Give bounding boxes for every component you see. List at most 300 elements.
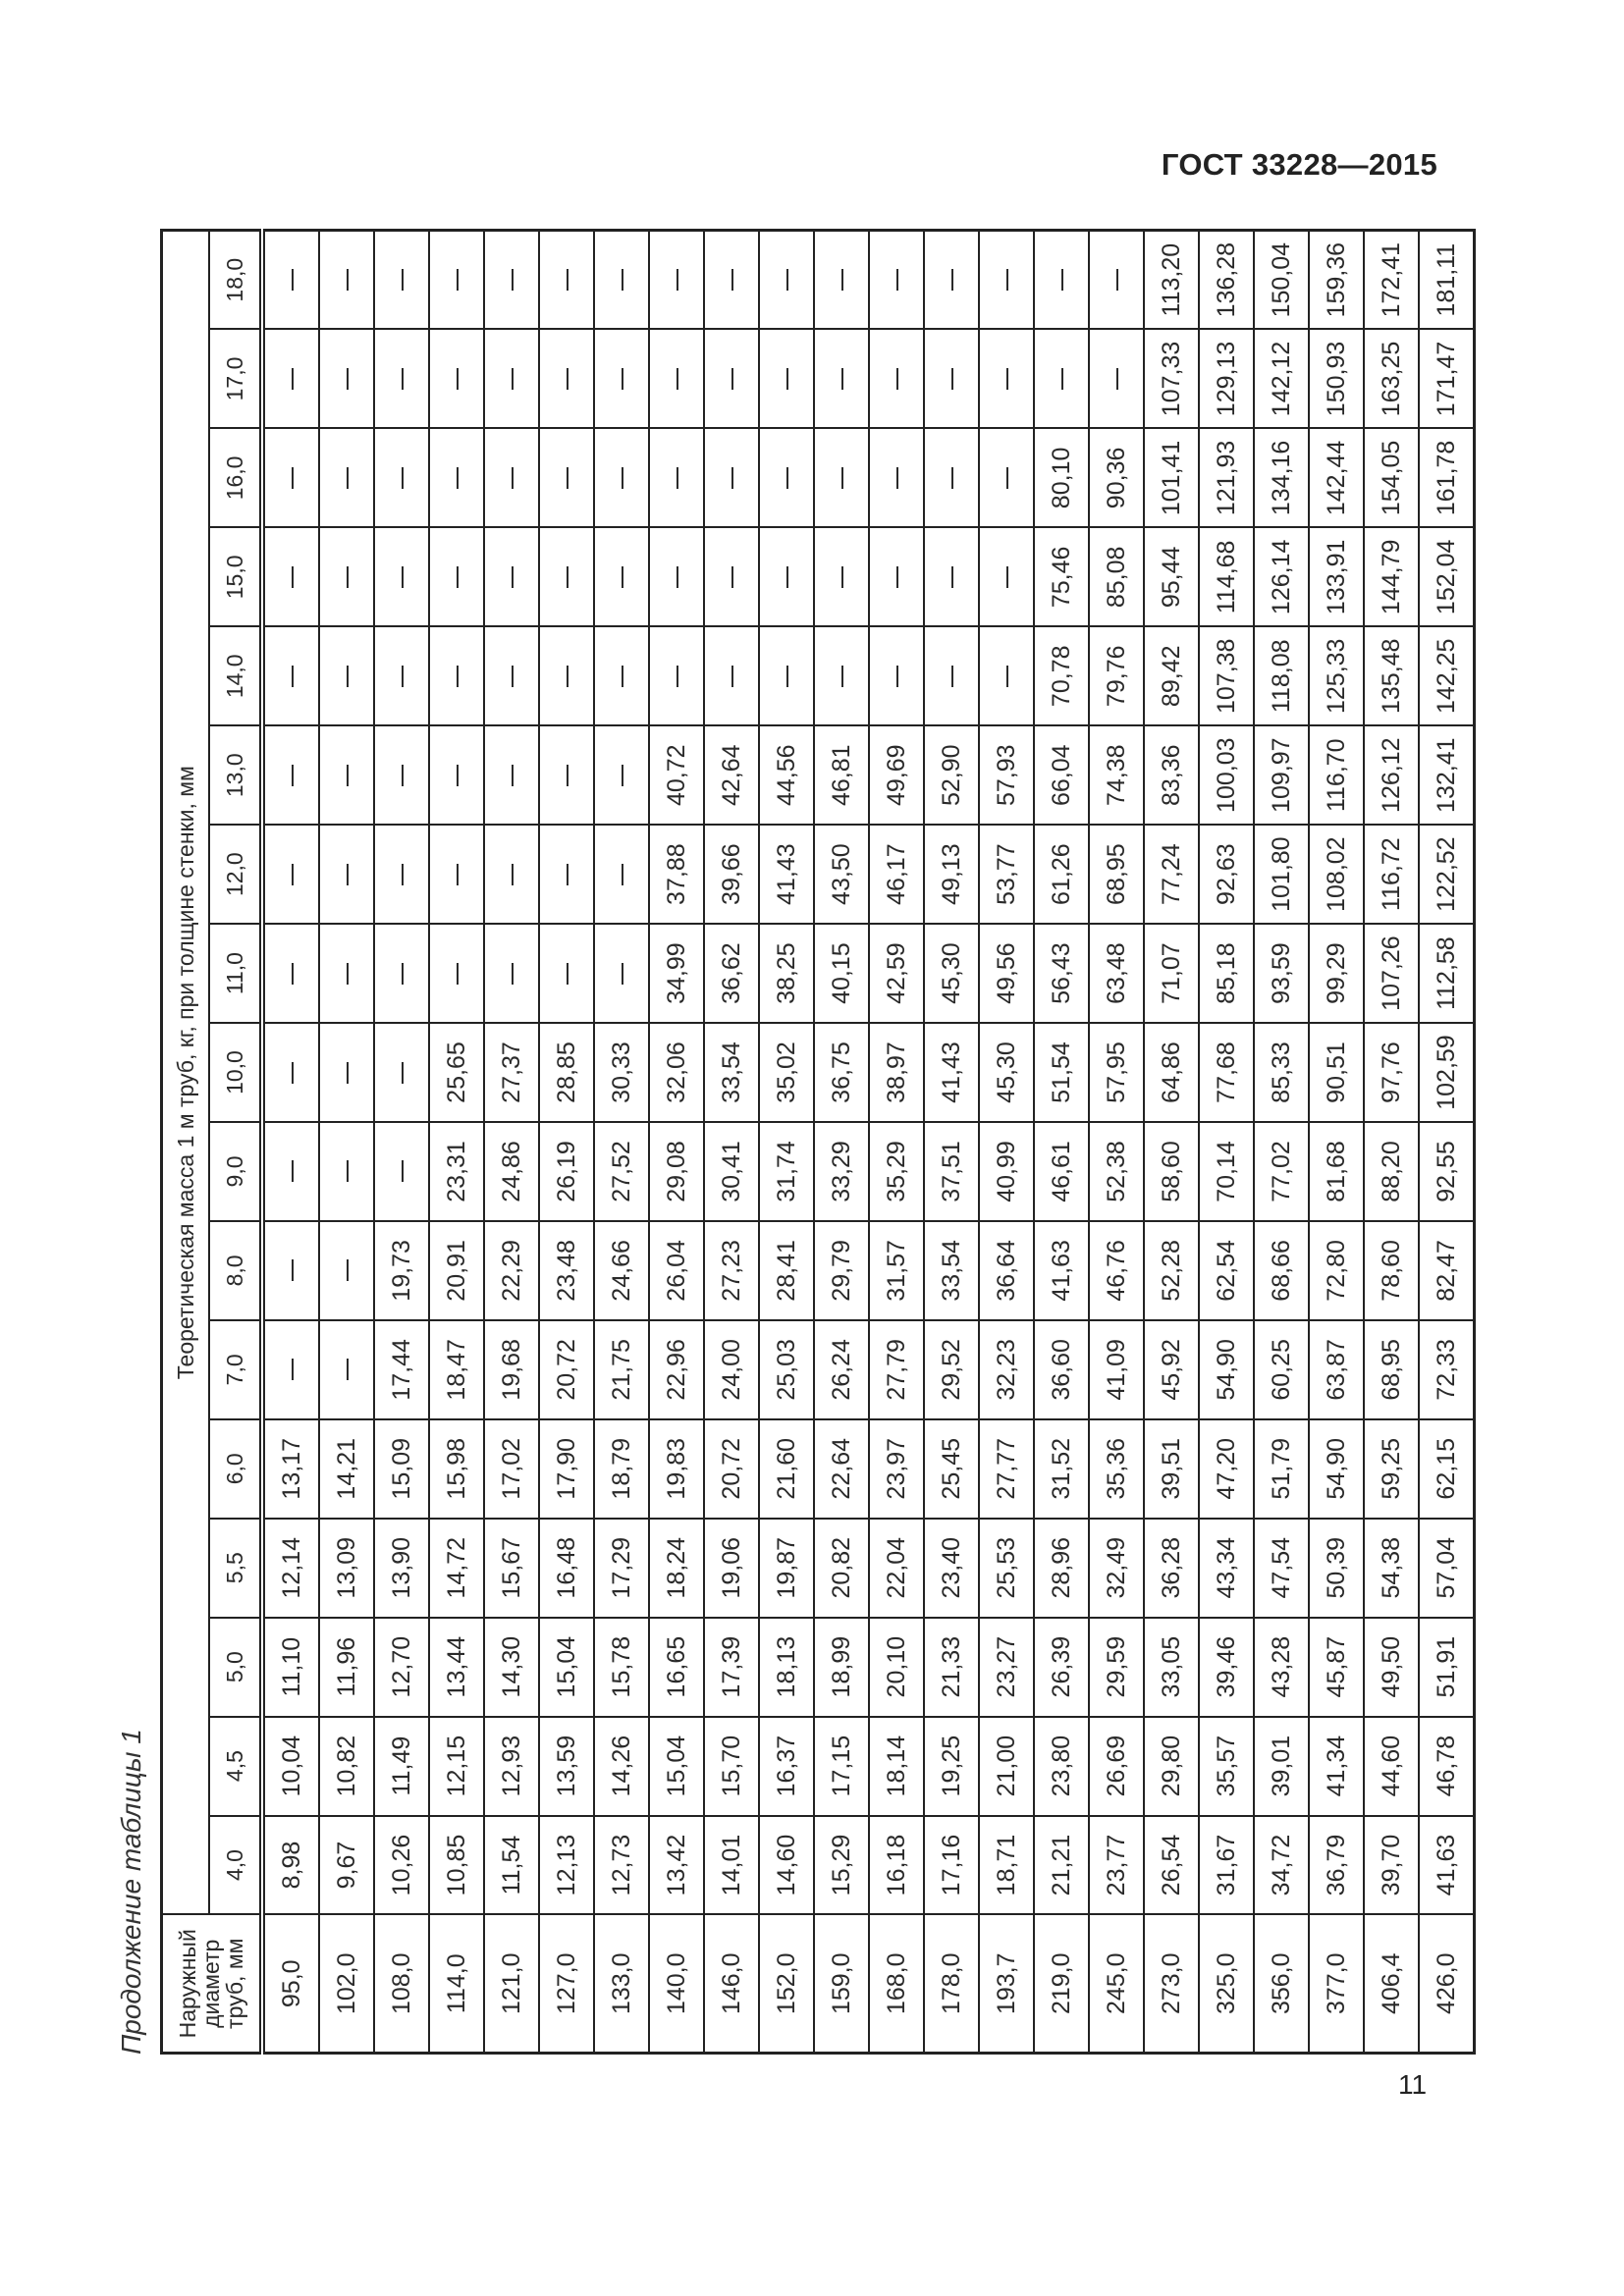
mass-value-cell: 90,36	[1089, 428, 1144, 527]
diameter-header-line: труб, мм	[222, 1938, 247, 2029]
dash-icon	[292, 1062, 294, 1084]
thickness-header-row	[209, 230, 262, 2053]
mass-value-cell: 18,14	[869, 1717, 924, 1816]
mass-value-cell: 142,44	[1309, 428, 1364, 527]
thickness-header-cell: 14,0	[209, 626, 262, 725]
empty-value-cell	[262, 527, 319, 626]
dash-icon	[1061, 368, 1063, 390]
dash-icon	[567, 864, 568, 885]
mass-value-cell: 38,97	[869, 1023, 924, 1122]
mass-value-cell: 26,39	[1034, 1618, 1089, 1717]
mass-value-cell: 24,00	[704, 1320, 759, 1419]
mass-value-cell: 52,28	[1144, 1221, 1199, 1320]
empty-value-cell	[759, 428, 814, 527]
mass-value-cell: 26,04	[649, 1221, 704, 1320]
diameter-cell: 377,0	[1309, 1915, 1364, 2054]
mass-value-cell: 49,56	[979, 924, 1034, 1023]
mass-value-cell: 90,51	[1309, 1023, 1364, 1122]
empty-value-cell	[814, 626, 869, 725]
empty-value-cell	[262, 1122, 319, 1221]
mass-value-cell: 34,99	[649, 924, 704, 1023]
dash-icon	[841, 467, 843, 489]
dash-icon	[567, 566, 568, 588]
mass-value-cell: 36,60	[1034, 1320, 1089, 1419]
mass-value-cell: 27,79	[869, 1320, 924, 1419]
dash-icon	[402, 368, 404, 390]
dash-icon	[786, 269, 788, 291]
mass-value-cell: 107,26	[1364, 924, 1419, 1023]
dash-icon	[292, 269, 294, 291]
mass-value-cell: 46,81	[814, 725, 869, 825]
mass-value-cell: 70,14	[1199, 1122, 1254, 1221]
empty-value-cell	[319, 626, 374, 725]
diameter-cell: 146,0	[704, 1915, 759, 2054]
empty-value-cell	[869, 428, 924, 527]
empty-value-cell	[594, 924, 649, 1023]
dash-icon	[731, 566, 733, 588]
table-header-row	[162, 230, 210, 2053]
empty-value-cell	[429, 626, 484, 725]
mass-value-cell: 78,60	[1364, 1221, 1419, 1320]
mass-value-cell: 22,04	[869, 1519, 924, 1618]
empty-value-cell	[759, 330, 814, 429]
diameter-cell: 102,0	[319, 1915, 374, 2054]
mass-value-cell: 36,64	[979, 1221, 1034, 1320]
empty-value-cell	[594, 825, 649, 924]
mass-value-cell: 161,78	[1419, 428, 1475, 527]
mass-value-cell: 46,17	[869, 825, 924, 924]
mass-value-cell: 88,20	[1364, 1122, 1419, 1221]
mass-value-cell: 13,09	[319, 1519, 374, 1618]
mass-value-cell: 10,26	[374, 1816, 429, 1915]
empty-value-cell	[759, 527, 814, 626]
dash-icon	[786, 368, 788, 390]
mass-value-cell: 47,20	[1199, 1419, 1254, 1519]
empty-value-cell	[429, 527, 484, 626]
diameter-cell: 406,4	[1364, 1915, 1419, 2054]
dash-icon	[1006, 467, 1008, 489]
table-row	[1254, 230, 1309, 2053]
dash-icon	[402, 1160, 404, 1182]
dash-icon	[512, 269, 514, 291]
empty-value-cell	[319, 825, 374, 924]
thickness-header-cell: 10,0	[209, 1023, 262, 1122]
mass-value-cell: 100,03	[1199, 725, 1254, 825]
empty-value-cell	[374, 1023, 429, 1122]
mass-value-cell: 14,26	[594, 1717, 649, 1816]
mass-value-cell: 23,97	[869, 1419, 924, 1519]
mass-value-cell: 12,70	[374, 1618, 429, 1717]
empty-value-cell	[594, 725, 649, 825]
mass-value-cell: 54,90	[1199, 1320, 1254, 1419]
dash-icon	[402, 864, 404, 885]
empty-value-cell	[374, 626, 429, 725]
empty-value-cell	[539, 330, 594, 429]
mass-value-cell: 11,96	[319, 1618, 374, 1717]
mass-value-cell: 61,26	[1034, 825, 1089, 924]
dash-icon	[292, 765, 294, 786]
dash-icon	[347, 1359, 349, 1380]
mass-value-cell: 19,83	[649, 1419, 704, 1519]
diameter-cell: 95,0	[262, 1915, 319, 2054]
mass-value-cell: 21,60	[759, 1419, 814, 1519]
dash-icon	[622, 963, 623, 985]
empty-value-cell	[924, 626, 979, 725]
mass-value-cell: 15,70	[704, 1717, 759, 1816]
dash-icon	[347, 368, 349, 390]
mass-value-cell: 11,54	[484, 1816, 539, 1915]
mass-value-cell: 101,80	[1254, 825, 1309, 924]
mass-value-cell: 102,59	[1419, 1023, 1475, 1122]
empty-value-cell	[539, 924, 594, 1023]
mass-value-cell: 36,75	[814, 1023, 869, 1122]
mass-value-cell: 12,13	[539, 1816, 594, 1915]
mass-value-cell: 62,15	[1419, 1419, 1475, 1519]
mass-value-cell: 21,00	[979, 1717, 1034, 1816]
mass-value-cell: 20,10	[869, 1618, 924, 1717]
empty-value-cell	[539, 626, 594, 725]
empty-value-cell	[924, 330, 979, 429]
empty-value-cell	[319, 1221, 374, 1320]
empty-value-cell	[704, 230, 759, 329]
mass-value-cell: 59,25	[1364, 1419, 1419, 1519]
empty-value-cell	[262, 924, 319, 1023]
mass-value-cell: 121,93	[1199, 428, 1254, 527]
mass-value-cell: 13,42	[649, 1816, 704, 1915]
table-row	[1089, 230, 1144, 2053]
mass-value-cell: 11,10	[262, 1618, 319, 1717]
diameter-header-line: Наружный	[175, 1929, 200, 2039]
dash-icon	[512, 765, 514, 786]
table-caption: Продолжение таблицы 1	[116, 1729, 146, 2055]
mass-value-cell: 23,80	[1034, 1717, 1089, 1816]
thickness-header-cell: 18,0	[209, 230, 262, 329]
diameter-cell: 325,0	[1199, 1915, 1254, 2054]
dash-icon	[567, 765, 568, 786]
mass-value-cell: 19,73	[374, 1221, 429, 1320]
table-row	[539, 230, 594, 2053]
mass-value-cell: 16,65	[649, 1618, 704, 1717]
mass-value-cell: 26,54	[1144, 1816, 1199, 1915]
dash-icon	[1006, 368, 1008, 390]
mass-value-cell: 13,90	[374, 1519, 429, 1618]
mass-value-cell: 57,95	[1089, 1023, 1144, 1122]
empty-value-cell	[869, 626, 924, 725]
empty-value-cell	[262, 330, 319, 429]
mass-value-cell: 66,04	[1034, 725, 1089, 825]
empty-value-cell	[814, 428, 869, 527]
thickness-header-cell: 12,0	[209, 825, 262, 924]
mass-value-cell: 82,47	[1419, 1221, 1475, 1320]
empty-value-cell	[429, 725, 484, 825]
dash-icon	[347, 1259, 349, 1281]
empty-value-cell	[539, 725, 594, 825]
dash-icon	[457, 963, 459, 985]
mass-value-cell: 72,33	[1419, 1320, 1475, 1419]
mass-value-cell: 38,25	[759, 924, 814, 1023]
mass-value-cell: 95,44	[1144, 527, 1199, 626]
empty-value-cell	[484, 725, 539, 825]
dash-icon	[1061, 269, 1063, 291]
mass-value-cell: 15,29	[814, 1816, 869, 1915]
dash-icon	[402, 765, 404, 786]
dash-icon	[622, 269, 623, 291]
mass-value-cell: 142,12	[1254, 330, 1309, 429]
mass-value-cell: 14,60	[759, 1816, 814, 1915]
mass-value-cell: 32,06	[649, 1023, 704, 1122]
empty-value-cell	[374, 725, 429, 825]
mass-value-cell: 97,76	[1364, 1023, 1419, 1122]
dash-icon	[896, 269, 898, 291]
dash-icon	[896, 666, 898, 687]
mass-value-cell: 10,04	[262, 1717, 319, 1816]
mass-value-cell: 133,91	[1309, 527, 1364, 626]
mass-value-cell: 11,49	[374, 1717, 429, 1816]
mass-value-cell: 85,33	[1254, 1023, 1309, 1122]
empty-value-cell	[594, 230, 649, 329]
mass-value-cell: 41,43	[759, 825, 814, 924]
mass-value-cell: 15,09	[374, 1419, 429, 1519]
empty-value-cell	[1089, 330, 1144, 429]
mass-value-cell: 112,58	[1419, 924, 1475, 1023]
mass-value-cell: 54,38	[1364, 1519, 1419, 1618]
mass-value-cell: 154,05	[1364, 428, 1419, 527]
diameter-cell: 108,0	[374, 1915, 429, 2054]
dash-icon	[731, 467, 733, 489]
empty-value-cell	[924, 230, 979, 329]
mass-value-cell: 16,37	[759, 1717, 814, 1816]
mass-value-cell: 43,28	[1254, 1618, 1309, 1717]
mass-value-cell: 41,34	[1309, 1717, 1364, 1816]
dash-icon	[292, 566, 294, 588]
empty-value-cell	[594, 330, 649, 429]
mass-value-cell: 26,69	[1089, 1717, 1144, 1816]
mass-value-cell: 62,54	[1199, 1221, 1254, 1320]
pipe-mass-table	[160, 229, 1476, 2055]
mass-value-cell: 12,14	[262, 1519, 319, 1618]
table-row	[924, 230, 979, 2053]
diameter-cell: 178,0	[924, 1915, 979, 2054]
mass-value-cell: 15,98	[429, 1419, 484, 1519]
mass-value-cell: 32,23	[979, 1320, 1034, 1419]
mass-value-cell: 26,19	[539, 1122, 594, 1221]
mass-value-cell: 72,80	[1309, 1221, 1364, 1320]
mass-value-cell: 31,52	[1034, 1419, 1089, 1519]
empty-value-cell	[539, 825, 594, 924]
mass-value-cell: 58,60	[1144, 1122, 1199, 1221]
mass-value-cell: 68,66	[1254, 1221, 1309, 1320]
dash-icon	[786, 467, 788, 489]
diameter-cell: 121,0	[484, 1915, 539, 2054]
empty-value-cell	[429, 825, 484, 924]
empty-value-cell	[319, 428, 374, 527]
empty-value-cell	[979, 428, 1034, 527]
mass-value-cell: 23,27	[979, 1618, 1034, 1717]
diameter-cell: 127,0	[539, 1915, 594, 2054]
diameter-cell: 159,0	[814, 1915, 869, 2054]
mass-value-cell: 132,41	[1419, 725, 1475, 825]
thickness-header-cell: 6,0	[209, 1419, 262, 1519]
empty-value-cell	[979, 626, 1034, 725]
mass-value-cell: 92,63	[1199, 825, 1254, 924]
dash-icon	[402, 666, 404, 687]
diameter-column-header	[162, 1915, 263, 2054]
diameter-cell: 114,0	[429, 1915, 484, 2054]
mass-value-cell: 47,54	[1254, 1519, 1309, 1618]
dash-icon	[841, 269, 843, 291]
empty-value-cell	[374, 924, 429, 1023]
mass-value-cell: 33,29	[814, 1122, 869, 1221]
empty-value-cell	[594, 428, 649, 527]
mass-value-cell: 10,82	[319, 1717, 374, 1816]
mass-value-cell: 13,59	[539, 1717, 594, 1816]
thickness-header-cell: 7,0	[209, 1320, 262, 1419]
dash-icon	[347, 1062, 349, 1084]
empty-value-cell	[374, 1122, 429, 1221]
thickness-header-cell: 16,0	[209, 428, 262, 527]
mass-value-cell: 8,98	[262, 1816, 319, 1915]
mass-value-cell: 18,24	[649, 1519, 704, 1618]
dash-icon	[1116, 269, 1118, 291]
mass-value-cell: 68,95	[1364, 1320, 1419, 1419]
mass-value-cell: 135,48	[1364, 626, 1419, 725]
dash-icon	[347, 1160, 349, 1182]
mass-value-cell: 172,41	[1364, 230, 1419, 329]
mass-value-cell: 29,79	[814, 1221, 869, 1320]
mass-value-cell: 26,24	[814, 1320, 869, 1419]
table-row	[869, 230, 924, 2053]
empty-value-cell	[484, 924, 539, 1023]
mass-value-cell: 27,77	[979, 1419, 1034, 1519]
table-row	[374, 230, 429, 2053]
mass-value-cell: 45,30	[979, 1023, 1034, 1122]
table-row	[1364, 230, 1419, 2053]
mass-value-cell: 20,72	[704, 1419, 759, 1519]
mass-value-cell: 142,25	[1419, 626, 1475, 725]
mass-value-cell: 22,29	[484, 1221, 539, 1320]
mass-value-cell: 9,67	[319, 1816, 374, 1915]
mass-value-cell: 18,13	[759, 1618, 814, 1717]
mass-value-cell: 20,91	[429, 1221, 484, 1320]
mass-value-cell: 15,67	[484, 1519, 539, 1618]
empty-value-cell	[594, 527, 649, 626]
mass-value-cell: 12,93	[484, 1717, 539, 1816]
mass-value-cell: 85,08	[1089, 527, 1144, 626]
empty-value-cell	[649, 527, 704, 626]
diameter-cell: 133,0	[594, 1915, 649, 2054]
mass-value-cell: 49,13	[924, 825, 979, 924]
mass-value-cell: 19,68	[484, 1320, 539, 1419]
dash-icon	[347, 269, 349, 291]
mass-value-cell: 17,02	[484, 1419, 539, 1519]
mass-value-cell: 31,74	[759, 1122, 814, 1221]
dash-icon	[786, 666, 788, 687]
dash-icon	[841, 666, 843, 687]
dash-icon	[457, 765, 459, 786]
mass-value-cell: 41,63	[1034, 1221, 1089, 1320]
mass-value-cell: 57,93	[979, 725, 1034, 825]
dash-icon	[951, 467, 953, 489]
mass-value-cell: 136,28	[1199, 230, 1254, 329]
dash-icon	[896, 368, 898, 390]
mass-value-cell: 12,15	[429, 1717, 484, 1816]
empty-value-cell	[262, 1023, 319, 1122]
empty-value-cell	[262, 626, 319, 725]
mass-value-cell: 51,91	[1419, 1618, 1475, 1717]
mass-value-cell: 70,78	[1034, 626, 1089, 725]
empty-value-cell	[319, 1320, 374, 1419]
mass-value-cell: 163,25	[1364, 330, 1419, 429]
mass-value-cell: 41,43	[924, 1023, 979, 1122]
mass-value-cell: 36,28	[1144, 1519, 1199, 1618]
dash-icon	[622, 368, 623, 390]
mass-value-cell: 23,40	[924, 1519, 979, 1618]
diameter-cell: 426,0	[1419, 1915, 1475, 2054]
mass-value-cell: 15,04	[649, 1717, 704, 1816]
mass-value-cell: 43,50	[814, 825, 869, 924]
empty-value-cell	[262, 725, 319, 825]
mass-value-cell: 35,36	[1089, 1419, 1144, 1519]
empty-value-cell	[319, 725, 374, 825]
dash-icon	[1116, 368, 1118, 390]
mass-value-cell: 46,78	[1419, 1717, 1475, 1816]
dash-icon	[677, 368, 678, 390]
dash-icon	[677, 566, 678, 588]
page-number: 11	[1398, 2069, 1428, 2100]
mass-value-cell: 14,72	[429, 1519, 484, 1618]
mass-value-cell: 20,82	[814, 1519, 869, 1618]
dash-icon	[1006, 269, 1008, 291]
thickness-header-cell: 15,0	[209, 527, 262, 626]
mass-group-header: Теоретическая масса 1 м труб, кг, при толщине стенки, мм	[162, 230, 210, 1914]
mass-value-cell: 113,20	[1144, 230, 1199, 329]
diameter-header-line: диаметр	[198, 1939, 224, 2028]
mass-value-cell: 107,33	[1144, 330, 1199, 429]
dash-icon	[786, 566, 788, 588]
mass-value-cell: 45,87	[1309, 1618, 1364, 1717]
empty-value-cell	[319, 230, 374, 329]
dash-icon	[622, 765, 623, 786]
mass-value-cell: 39,70	[1364, 1816, 1419, 1915]
table-row	[979, 230, 1034, 2053]
mass-value-cell: 43,34	[1199, 1519, 1254, 1618]
empty-value-cell	[429, 230, 484, 329]
table-row	[1144, 230, 1199, 2053]
dash-icon	[347, 963, 349, 985]
mass-value-cell: 129,13	[1199, 330, 1254, 429]
mass-value-cell: 81,68	[1309, 1122, 1364, 1221]
empty-value-cell	[539, 527, 594, 626]
mass-value-cell: 92,55	[1419, 1122, 1475, 1221]
mass-value-cell: 17,29	[594, 1519, 649, 1618]
empty-value-cell	[319, 330, 374, 429]
empty-value-cell	[979, 230, 1034, 329]
mass-value-cell: 10,85	[429, 1816, 484, 1915]
dash-icon	[951, 566, 953, 588]
mass-value-cell: 46,61	[1034, 1122, 1089, 1221]
mass-value-cell: 45,30	[924, 924, 979, 1023]
mass-value-cell: 126,12	[1364, 725, 1419, 825]
empty-value-cell	[869, 230, 924, 329]
mass-value-cell: 14,01	[704, 1816, 759, 1915]
dash-icon	[347, 467, 349, 489]
mass-value-cell: 19,87	[759, 1519, 814, 1618]
table-body	[262, 230, 1475, 2053]
empty-value-cell	[1089, 230, 1144, 329]
empty-value-cell	[539, 230, 594, 329]
mass-value-cell: 53,77	[979, 825, 1034, 924]
empty-value-cell	[649, 428, 704, 527]
